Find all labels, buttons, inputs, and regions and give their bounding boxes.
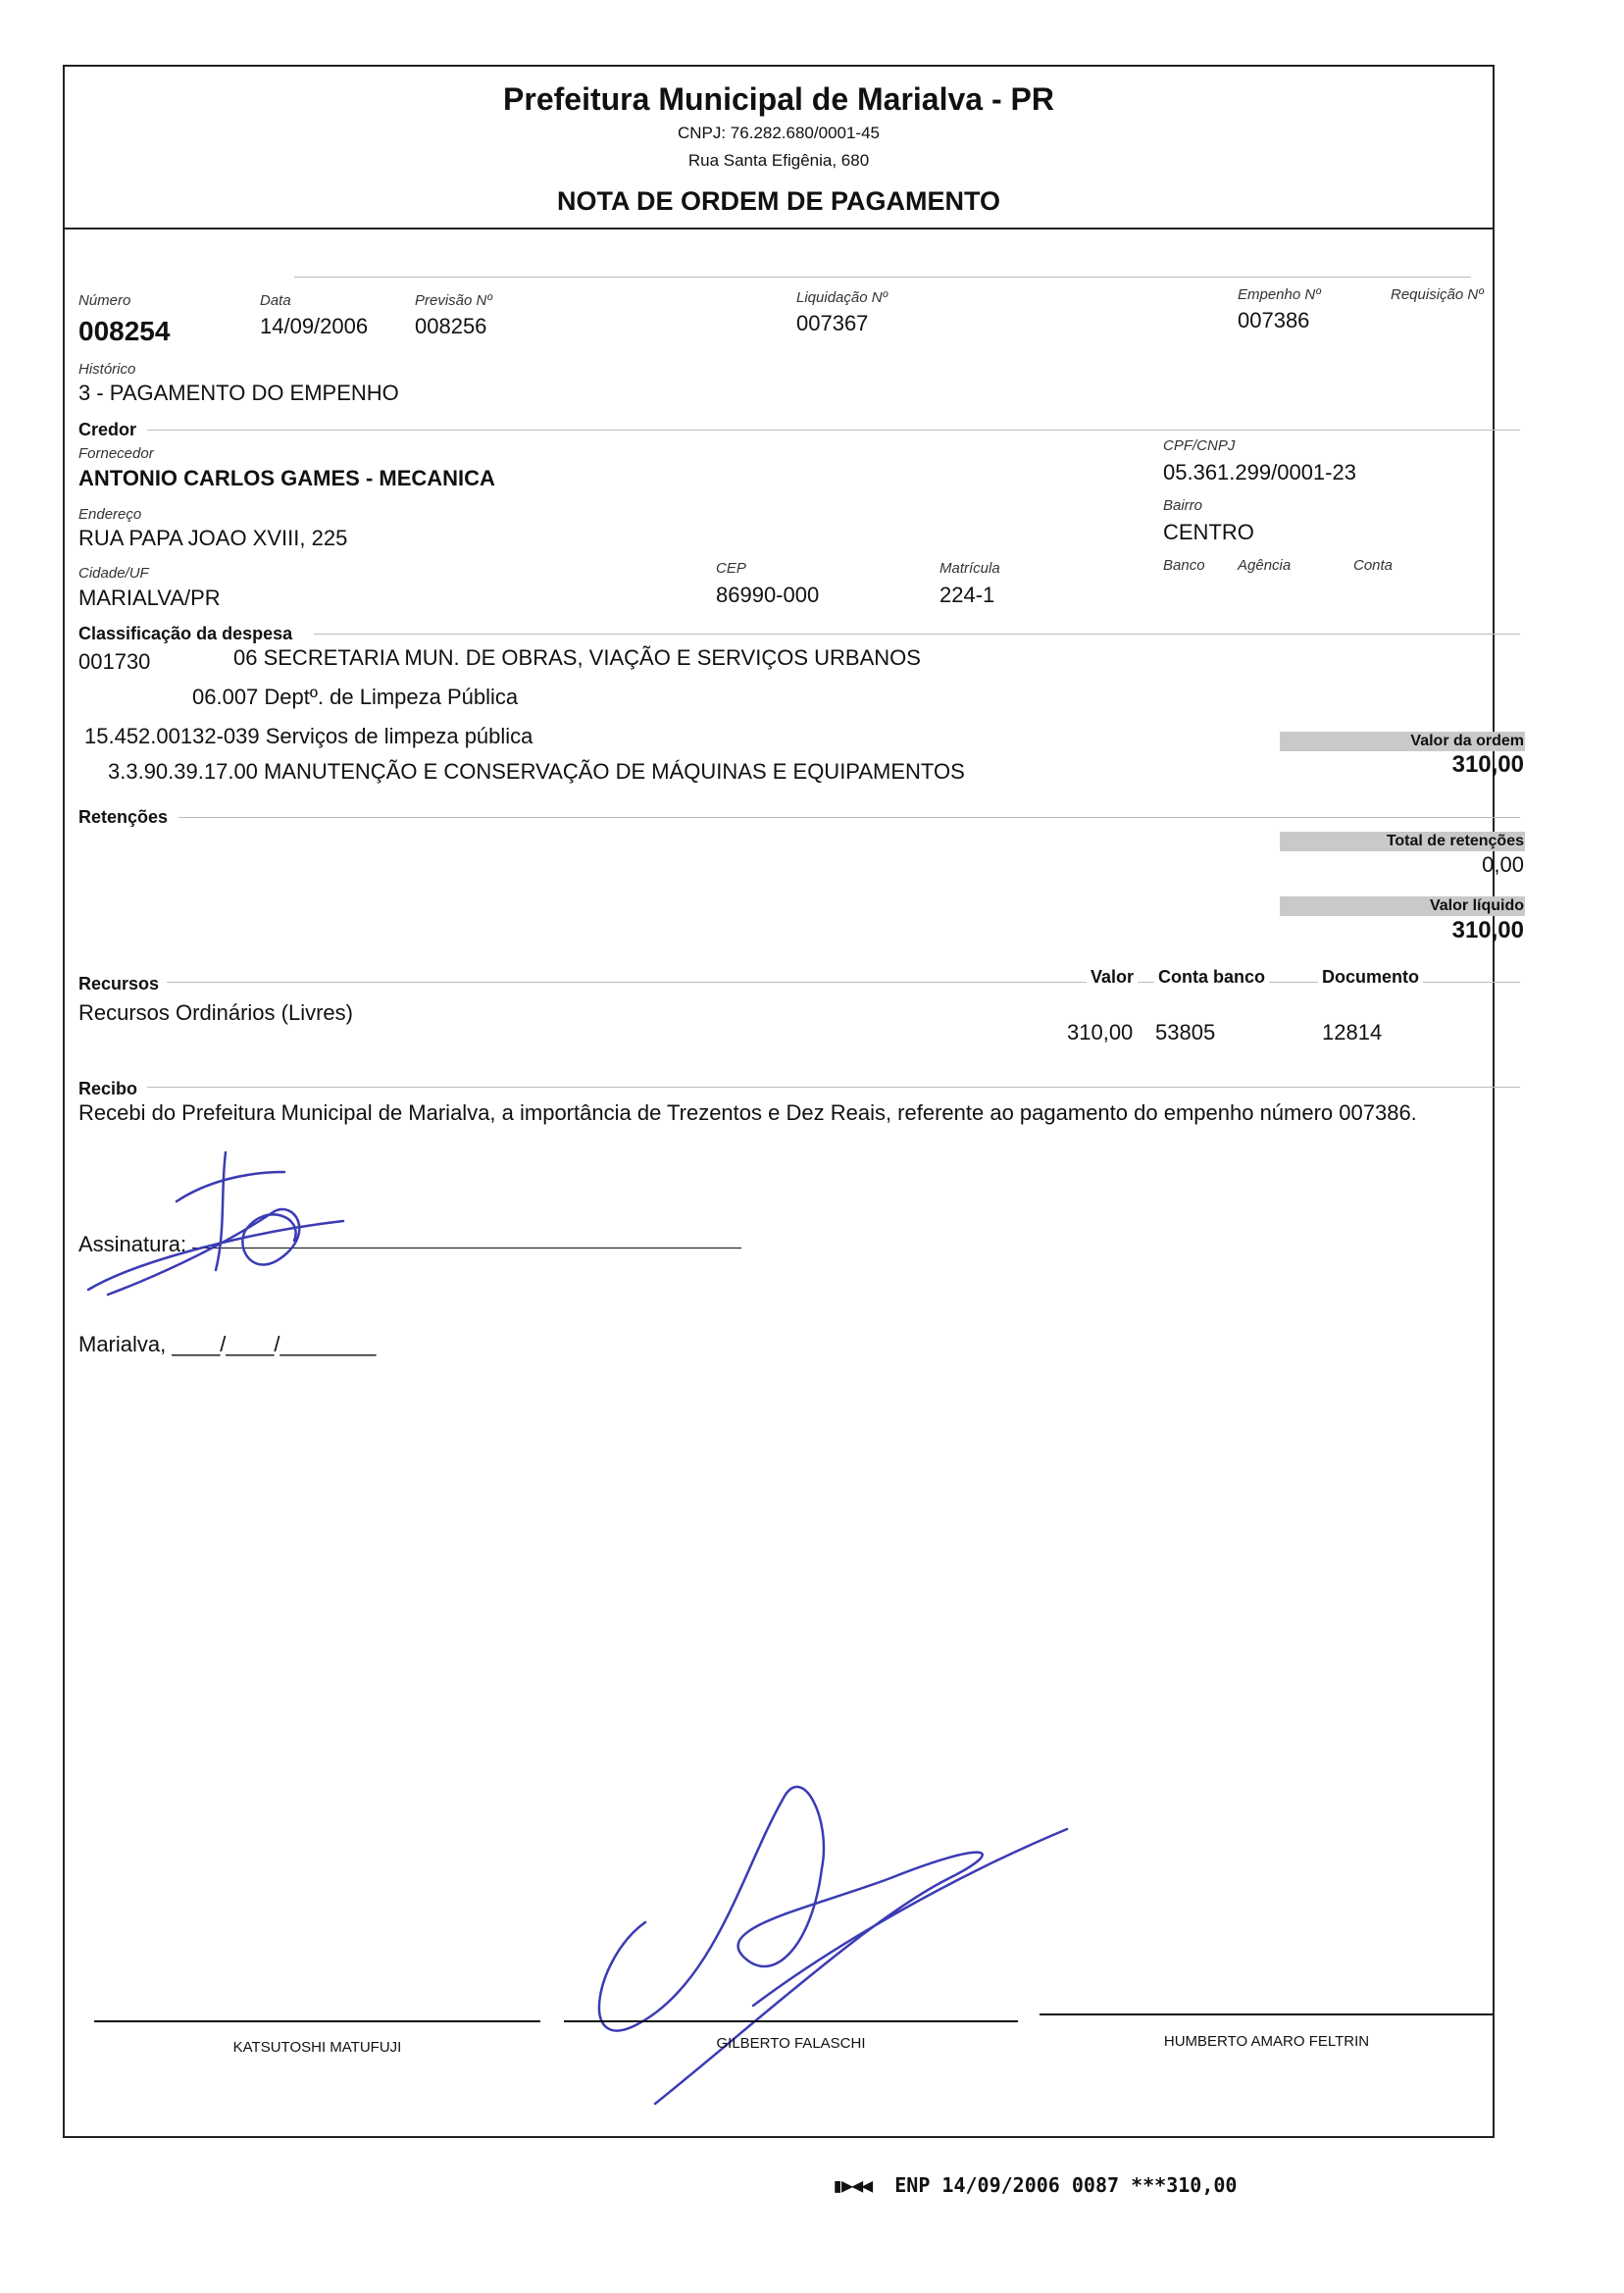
- stamp-mark-icon: ▮▶◀◀: [832, 2173, 872, 2197]
- cidade-value: MARIALVA/PR: [78, 586, 221, 610]
- classificacao-line2: 06.007 Deptº. de Limpeza Pública: [192, 685, 519, 709]
- valor-ordem-value: 310,00: [1451, 751, 1524, 778]
- signatory-name-3: HUMBERTO AMARO FELTRIN: [1163, 2033, 1370, 2050]
- payment-stamp: [832, 2173, 1237, 2197]
- cpf-label: CPF/CNPJ: [1163, 437, 1236, 454]
- classificacao-section: Classificação da despesa: [78, 624, 293, 643]
- empenho-value: 007386: [1238, 308, 1310, 332]
- liquidacao-label: Liquidação Nº: [796, 289, 888, 306]
- recursos-documento-label: Documento: [1318, 967, 1423, 988]
- matricula-value: 224-1: [939, 583, 995, 607]
- recibo-section: Recibo: [78, 1079, 138, 1098]
- cep-value: 86990-000: [716, 583, 820, 607]
- signatory-name-1: KATSUTOSHI MATUFUJI: [232, 2039, 402, 2056]
- signatory-line-2: [564, 2020, 1018, 2022]
- valor-liquido-label: Valor líquido: [1429, 897, 1524, 914]
- classificacao-rule: [314, 634, 1520, 635]
- recursos-rule: [167, 982, 1520, 983]
- bairro-value: CENTRO: [1163, 520, 1254, 544]
- payment-stamp-text: ENP 14/09/2006 0087 ***310,00: [894, 2173, 1238, 2197]
- valor-ordem-label: Valor da ordem: [1410, 733, 1524, 749]
- top-rule: [294, 277, 1471, 278]
- previsao-value: 008256: [415, 314, 487, 338]
- recibo-text: Recebi do Prefeitura Municipal de Marialva, a importância de Trezentos e Dez Reais, referente ao pagamento do empenho número 007386.: [78, 1100, 1417, 1125]
- fornecedor-value: ANTONIO CARLOS GAMES - MECANICA: [78, 466, 495, 490]
- bairro-label: Bairro: [1163, 497, 1203, 514]
- credor-rule: [147, 430, 1520, 431]
- recursos-documento: 12814: [1322, 1020, 1383, 1045]
- receipt-signature: [78, 1143, 431, 1309]
- local-data: Marialva, ____/____/________: [78, 1332, 377, 1356]
- signatory-name-2: GILBERTO FALASCHI: [716, 2035, 866, 2052]
- recursos-section: Recursos: [78, 974, 160, 994]
- recursos-descricao: Recursos Ordinários (Livres): [78, 1000, 353, 1025]
- cep-label: CEP: [716, 560, 746, 577]
- signatory-line-1: [94, 2020, 540, 2022]
- endereco-value: RUA PAPA JOAO XVIII, 225: [78, 526, 348, 550]
- retencoes-rule: [178, 817, 1520, 818]
- numero-label: Número: [78, 292, 131, 309]
- document-title: NOTA DE ORDEM DE PAGAMENTO: [556, 186, 1000, 216]
- cidade-label: Cidade/UF: [78, 565, 149, 582]
- banco-label: Banco: [1163, 557, 1205, 574]
- classificacao-line4: 3.3.90.39.17.00 MANUTENÇÃO E CONSERVAÇÃO DE MÁQUINAS E EQUIPAMENTOS: [108, 759, 965, 784]
- matricula-label: Matrícula: [939, 560, 1000, 577]
- data-label: Data: [260, 292, 291, 309]
- valor-liquido-value: 310,00: [1451, 917, 1524, 943]
- total-retencoes-value: 0,00: [1482, 852, 1524, 877]
- data-value: 14/09/2006: [260, 314, 369, 338]
- header-separator: [63, 228, 1495, 229]
- fornecedor-label: Fornecedor: [78, 445, 154, 462]
- recursos-conta: 53805: [1155, 1020, 1216, 1045]
- agencia-label: Agência: [1238, 557, 1292, 574]
- assinatura-label: Assinatura:: [78, 1232, 187, 1256]
- credor-section: Credor: [78, 420, 137, 439]
- previsao-label: Previsão Nº: [415, 292, 492, 309]
- approval-signature: [577, 1780, 1087, 2133]
- liquidacao-value: 007367: [796, 311, 869, 335]
- signatory-line-3: [1040, 2013, 1494, 2015]
- address-text: Rua Santa Efigênia, 680: [687, 151, 870, 170]
- conta-label: Conta: [1353, 557, 1394, 574]
- municipality-title: Prefeitura Municipal de Marialva - PR: [503, 81, 1054, 117]
- recursos-valor-label: Valor: [1087, 967, 1138, 988]
- classificacao-line1: 06 SECRETARIA MUN. DE OBRAS, VIAÇÃO E SERVIÇOS URBANOS: [233, 645, 921, 670]
- total-retencoes-label: Total de retenções: [1386, 833, 1524, 849]
- historico-label: Histórico: [78, 361, 136, 378]
- classificacao-code: 001730: [78, 649, 151, 674]
- requisicao-label: Requisição Nº: [1391, 286, 1484, 303]
- classificacao-line3: 15.452.00132-039 Serviços de limpeza pública: [84, 724, 533, 748]
- endereco-label: Endereço: [78, 506, 142, 523]
- recursos-conta-label: Conta banco: [1154, 967, 1269, 988]
- retencoes-section: Retenções: [78, 807, 169, 827]
- recibo-rule: [147, 1087, 1520, 1088]
- historico-value: 3 - PAGAMENTO DO EMPENHO: [78, 381, 399, 405]
- cpf-value: 05.361.299/0001-23: [1163, 460, 1356, 484]
- numero-value: 008254: [78, 316, 171, 346]
- empenho-label: Empenho Nº: [1238, 286, 1321, 303]
- recursos-valor: 310,00: [1067, 1020, 1134, 1045]
- cnpj-text: CNPJ: 76.282.680/0001-45: [677, 124, 881, 142]
